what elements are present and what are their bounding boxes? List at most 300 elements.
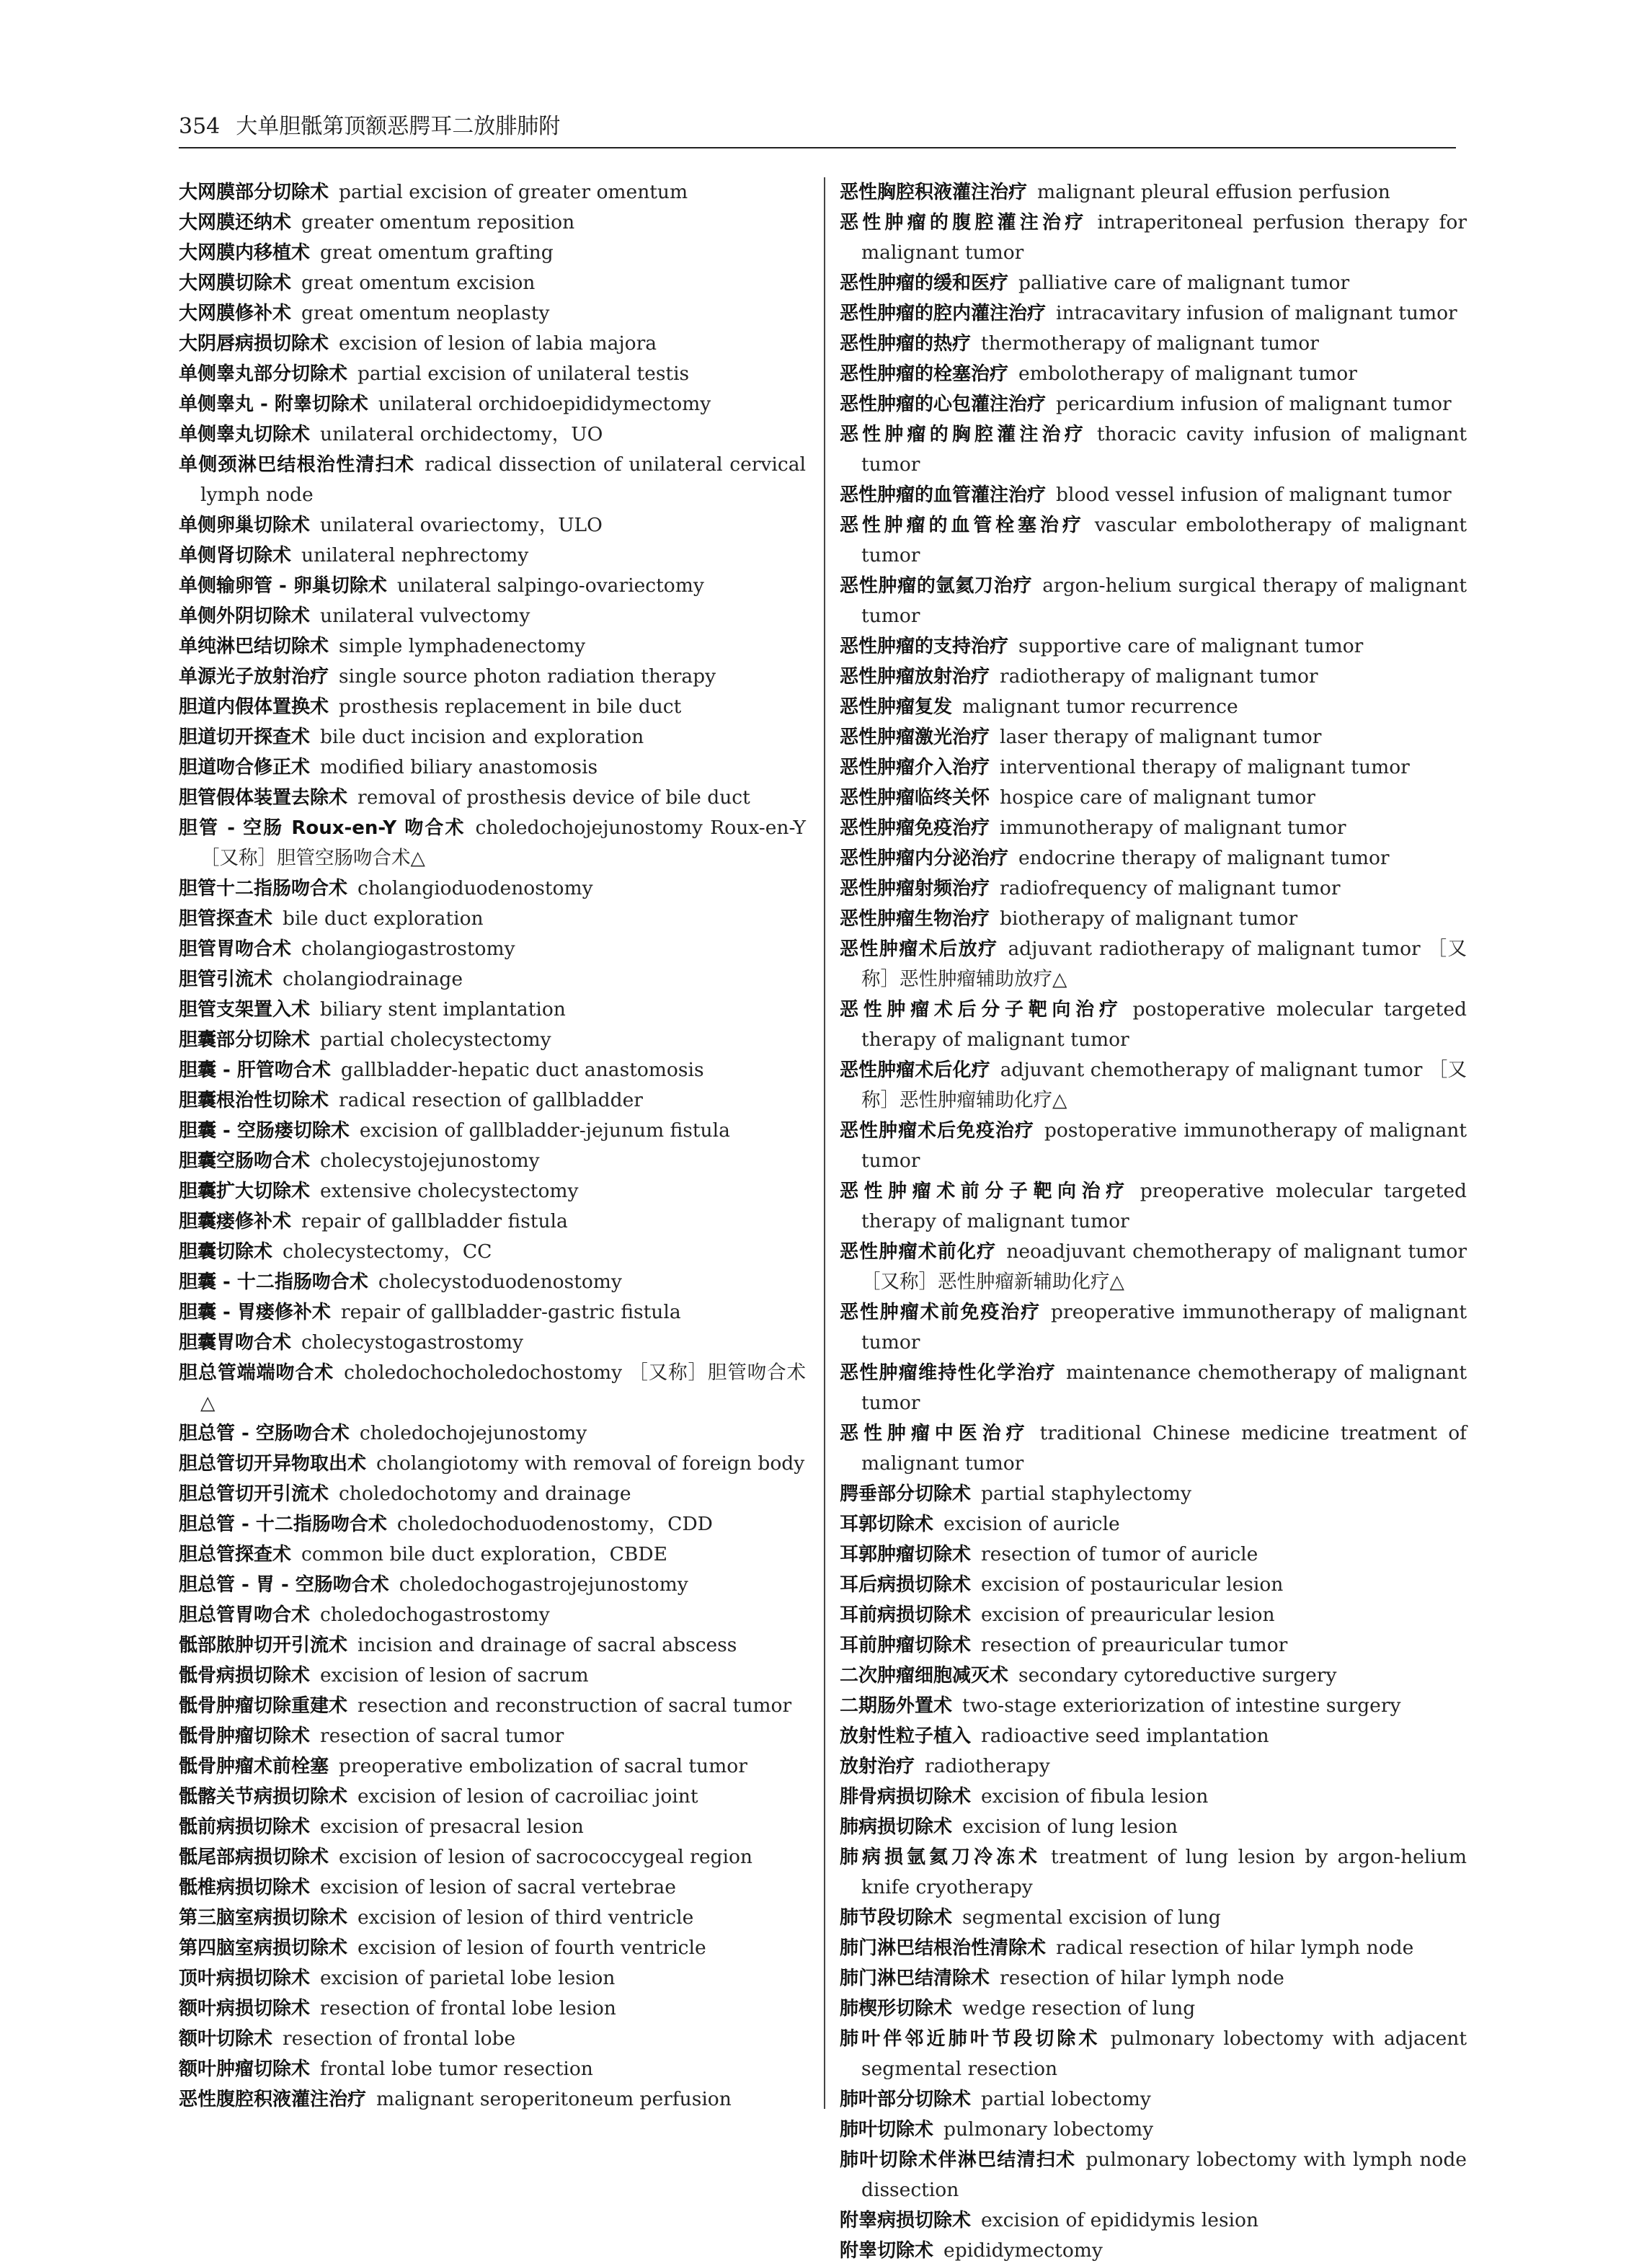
term-english: cholecystogastrostomy [301, 1331, 523, 1354]
term-chinese: 肺病损切除术 [840, 1816, 953, 1838]
term-english: gallbladder-hepatic duct anastomosis [340, 1059, 704, 1081]
term-english: choledochojejunostomy Roux-en-Y ［又称］胆管空肠吻合术△ [200, 817, 806, 869]
term-chinese: 胆囊瘘修补术 [179, 1211, 292, 1232]
term-chinese: 额叶病损切除术 [179, 1998, 311, 2020]
glossary-entry [840, 1630, 1467, 1661]
glossary-entry [840, 1721, 1467, 1751]
term-english: resection of hilar lymph node [1000, 1967, 1284, 1989]
term-english: resection of tumor of auricle [981, 1543, 1258, 1565]
term-chinese: 肺叶切除术 [840, 2119, 934, 2141]
term-chinese: 恶性肿瘤的热疗 [840, 333, 972, 355]
term-english: preoperative immunotherapy of malignant tumor [861, 1301, 1467, 1354]
glossary-entry [840, 268, 1467, 298]
glossary-entry [179, 1449, 806, 1479]
term-chinese: 胆总管探查术 [179, 1544, 292, 1565]
glossary-entry [179, 1479, 806, 1509]
term-chinese: 胆管探查术 [179, 908, 273, 930]
term-english: choledochojejunostomy [359, 1422, 587, 1444]
glossary-entry [840, 1176, 1467, 1237]
term-english: palliative care of malignant tumor [1018, 272, 1350, 294]
glossary-entry [179, 2084, 806, 2115]
glossary-entry [179, 389, 806, 419]
glossary-entry [179, 1933, 806, 1963]
term-chinese: 耳郭肿瘤切除术 [840, 1544, 972, 1565]
term-chinese: 胆囊部分切除术 [179, 1029, 311, 1051]
term-english: partial lobectomy [981, 2088, 1151, 2110]
term-english: argon-helium surgical therapy of malignant tumor [861, 574, 1467, 627]
glossary-entry [840, 1782, 1467, 1812]
term-english: vascular embolotherapy of malignant tumor [861, 514, 1467, 566]
glossary-entry [179, 208, 806, 238]
term-english: preoperative molecular targeted therapy of malignant tumor [861, 1180, 1467, 1232]
term-english: radiofrequency of malignant tumor [1000, 877, 1341, 899]
glossary-entry [179, 1207, 806, 1237]
glossary-entry [840, 722, 1467, 752]
term-english: unilateral vulvectomy [320, 605, 530, 627]
glossary-entry [179, 1176, 806, 1207]
term-english: repair of gallbladder fistula [301, 1210, 568, 1232]
term-english: choledochocholedochostomy ［又称］胆管吻合术△ [200, 1361, 806, 1414]
glossary-entry [179, 1055, 806, 1085]
term-english: incision and drainage of sacral abscess [358, 1634, 737, 1656]
term-english: immunotherapy of malignant tumor [1000, 817, 1346, 839]
term-chinese: 胆囊 - 胃瘘修补术 [179, 1302, 331, 1323]
glossary-entry [840, 752, 1467, 783]
term-english: resection of preauricular tumor [981, 1634, 1288, 1656]
glossary-entry [840, 2084, 1467, 2115]
term-chinese: 胆管引流术 [179, 969, 273, 990]
glossary-entry [179, 268, 806, 298]
term-english: cholangiodrainage [283, 968, 463, 990]
term-chinese: 肺叶切除术伴淋巴结清扫术 [840, 2149, 1076, 2171]
term-chinese: 胆管十二指肠吻合术 [179, 878, 348, 899]
glossary-entry [840, 813, 1467, 843]
term-chinese: 胆总管 - 胃 - 空肠吻合术 [179, 1574, 389, 1596]
term-english: extensive cholecystectomy [320, 1180, 579, 1202]
glossary-entry [179, 1963, 806, 1994]
glossary-entry [179, 692, 806, 722]
term-english: postoperative immunotherapy of malignant tumor [861, 1119, 1467, 1172]
glossary-entry [179, 1539, 806, 1570]
term-english: cholangioduodenostomy [358, 877, 593, 899]
term-chinese: 胆囊空肠吻合术 [179, 1150, 311, 1172]
glossary-entry [840, 783, 1467, 813]
term-chinese: 耳前病损切除术 [840, 1604, 972, 1626]
term-english: excision of epididymis lesion [981, 2209, 1259, 2231]
term-chinese: 骶骨病损切除术 [179, 1665, 311, 1687]
term-chinese: 恶性肿瘤的栓塞治疗 [840, 363, 1009, 385]
term-chinese: 恶性肿瘤术前化疗 [840, 1241, 997, 1263]
term-chinese: 大网膜切除术 [179, 272, 292, 294]
term-chinese: 腭垂部分切除术 [840, 1483, 972, 1505]
term-english: unilateral orchidectomy，UO [320, 423, 603, 445]
term-chinese: 胆总管切开异物取出术 [179, 1453, 367, 1475]
glossary-entry [840, 2115, 1467, 2145]
page-number: 354 [179, 114, 221, 139]
term-chinese: 胆总管切开引流术 [179, 1483, 329, 1505]
term-chinese: 胆囊根治性切除术 [179, 1090, 329, 1111]
term-english: biotherapy of malignant tumor [1000, 907, 1298, 930]
term-english: supportive care of malignant tumor [1018, 635, 1364, 657]
term-chinese: 胆总管胃吻合术 [179, 1604, 311, 1626]
glossary-entry [840, 1994, 1467, 2024]
term-english: preoperative embolization of sacral tumor [339, 1755, 747, 1777]
term-english: endocrine therapy of malignant tumor [1018, 847, 1390, 869]
term-english: excision of lesion of fourth ventricle [358, 1937, 706, 1959]
term-chinese: 胆道切开探查术 [179, 727, 311, 748]
term-chinese: 恶性肿瘤激光治疗 [840, 727, 990, 748]
term-english: excision of lung lesion [962, 1816, 1178, 1838]
term-chinese: 恶性肿瘤的腔内灌注治疗 [840, 303, 1047, 324]
glossary-entry [179, 631, 806, 662]
term-english: prosthesis replacement in bile duct [339, 696, 682, 718]
glossary-entry [179, 995, 806, 1025]
glossary-entry [179, 904, 806, 934]
term-chinese: 放射治疗 [840, 1756, 915, 1777]
glossary-entry [840, 1539, 1467, 1570]
term-english: bile duct exploration [283, 907, 484, 930]
term-english: radical resection of gallbladder [339, 1089, 643, 1111]
term-chinese: 单侧睾丸切除术 [179, 424, 311, 445]
term-chinese: 额叶肿瘤切除术 [179, 2058, 311, 2080]
term-english: excision of gallbladder-jejunum fistula [359, 1119, 730, 1142]
term-english: unilateral ovariectomy，ULO [320, 514, 603, 536]
term-english: great omentum neoplasty [301, 302, 550, 324]
term-chinese: 胆总管 - 空肠吻合术 [179, 1423, 350, 1444]
term-english: two-stage exteriorization of intestine surgery [962, 1694, 1401, 1717]
glossary-entry [179, 662, 806, 692]
term-english: radiotherapy [925, 1755, 1050, 1777]
glossary-entry [179, 813, 806, 874]
glossary-entry [179, 419, 806, 450]
term-chinese: 附睾病损切除术 [840, 2210, 972, 2231]
term-english: adjuvant radiotherapy of malignant tumor ［又称］恶性肿瘤辅助放疗△ [861, 938, 1467, 990]
running-header [179, 107, 1456, 147]
glossary-entry [840, 1418, 1467, 1479]
term-chinese: 肺楔形切除术 [840, 1998, 953, 2020]
glossary-entry [179, 1418, 806, 1449]
term-english: excision of lesion of cacroiliac joint [358, 1785, 698, 1808]
glossary-entry [840, 1691, 1467, 1721]
glossary-entry [840, 2145, 1467, 2205]
term-english: interventional therapy of malignant tumor [1000, 756, 1410, 778]
term-english: cholangiotomy with removal of foreign body [376, 1452, 805, 1475]
term-chinese: 恶性肿瘤术后化疗 [840, 1059, 990, 1081]
term-english: blood vessel infusion of malignant tumor [1056, 484, 1452, 506]
term-chinese: 腓骨病损切除术 [840, 1786, 972, 1808]
glossary-entry [179, 541, 806, 571]
term-chinese: 胆囊 - 肝管吻合术 [179, 1059, 331, 1081]
term-chinese: 肺叶伴邻近肺叶节段切除术 [840, 2028, 1101, 2050]
term-chinese: 耳郭切除术 [840, 1514, 934, 1535]
term-english: excision of preauricular lesion [981, 1604, 1275, 1626]
term-chinese: 恶性肿瘤的支持治疗 [840, 636, 1009, 657]
term-chinese: 恶性肿瘤的胸腔灌注治疗 [840, 424, 1087, 445]
glossary-entry [179, 1994, 806, 2024]
term-chinese: 胆总管端端吻合术 [179, 1362, 334, 1384]
term-chinese: 单源光子放射治疗 [179, 666, 329, 688]
term-english: excision of parietal lobe lesion [320, 1967, 616, 1989]
glossary-entry [179, 874, 806, 904]
glossary-entry [179, 1267, 806, 1297]
glossary-entry [840, 419, 1467, 480]
glossary-entry [840, 934, 1467, 995]
term-english: cholecystectomy，CC [283, 1240, 492, 1263]
term-english: simple lymphadenectomy [339, 635, 586, 657]
glossary-entry [840, 329, 1467, 359]
term-chinese: 大阴唇病损切除术 [179, 333, 329, 355]
term-english: unilateral orchidoepididymectomy [378, 393, 711, 415]
term-chinese: 二次肿瘤细胞减灭术 [840, 1665, 1009, 1687]
term-chinese: 单侧输卵管 - 卵巢切除术 [179, 575, 387, 597]
term-chinese: 肺病损氩氦刀冷冻术 [840, 1847, 1042, 1868]
term-chinese: 恶性肿瘤术前分子靶向治疗 [840, 1181, 1130, 1202]
term-english: hospice care of malignant tumor [1000, 786, 1315, 809]
glossary-entry [840, 571, 1467, 631]
glossary-entry [840, 1055, 1467, 1116]
glossary-entry [840, 1479, 1467, 1509]
glossary-entry [179, 1328, 806, 1358]
glossary-entry [840, 1600, 1467, 1630]
glossary-entry [840, 1509, 1467, 1539]
glossary-entry [179, 450, 806, 510]
term-chinese: 胆管支架置入术 [179, 999, 311, 1021]
glossary-entry [840, 2205, 1467, 2236]
term-english: thermotherapy of malignant tumor [981, 332, 1319, 355]
header-title: 大单胆骶第顶额恶腭耳二放腓肺附 [236, 114, 561, 139]
term-chinese: 骶部脓肿切开引流术 [179, 1635, 348, 1656]
glossary-entry [179, 238, 806, 268]
glossary-entry [840, 208, 1467, 268]
glossary-entry [840, 1963, 1467, 1994]
glossary-entry [179, 1691, 806, 1721]
glossary-entry [179, 1600, 806, 1630]
term-chinese: 单纯淋巴结切除术 [179, 636, 329, 657]
glossary-entry [179, 298, 806, 329]
term-chinese: 胆囊 - 空肠瘘切除术 [179, 1120, 350, 1142]
glossary-entry [840, 1933, 1467, 1963]
term-chinese: 骶骨肿瘤术前栓塞 [179, 1756, 329, 1777]
term-english: adjuvant chemotherapy of malignant tumor ［又称］恶性肿瘤辅助化疗△ [861, 1059, 1467, 1111]
glossary-entry [179, 329, 806, 359]
glossary-entry [179, 1842, 806, 1872]
glossary-entry [840, 359, 1467, 389]
term-english: greater omentum reposition [301, 211, 575, 234]
term-chinese: 骶髂关节病损切除术 [179, 1786, 348, 1808]
term-english: segmental excision of lung [962, 1906, 1221, 1929]
glossary-entry [179, 1872, 806, 1903]
term-english: neoadjuvant chemotherapy of malignant tumor ［又称］恶性肿瘤新辅助化疗△ [861, 1240, 1467, 1293]
glossary-entry [840, 1237, 1467, 1297]
glossary-entry [179, 1570, 806, 1600]
glossary-entry [179, 1721, 806, 1751]
term-english: intracavitary infusion of malignant tumor [1056, 302, 1457, 324]
glossary-entry [179, 783, 806, 813]
term-chinese: 胆管假体装置去除术 [179, 787, 348, 809]
glossary-entry [840, 480, 1467, 510]
term-chinese: 大网膜部分切除术 [179, 182, 329, 203]
term-english: excision of lesion of sacral vertebrae [320, 1876, 676, 1898]
glossary-entry [179, 1751, 806, 1782]
term-english: choledochogastrostomy [320, 1604, 550, 1626]
glossary-entry [179, 1146, 806, 1176]
term-english: radical resection of hilar lymph node [1056, 1937, 1414, 1959]
term-chinese: 单侧睾丸部分切除术 [179, 363, 348, 385]
term-chinese: 恶性肿瘤维持性化学治疗 [840, 1362, 1056, 1384]
term-chinese: 恶性肿瘤免疫治疗 [840, 817, 990, 839]
term-english: modified biliary anastomosis [320, 756, 598, 778]
glossary-entry [840, 874, 1467, 904]
term-english: excision of auricle [943, 1513, 1120, 1535]
glossary-entry [840, 692, 1467, 722]
term-english: radioactive seed implantation [981, 1725, 1269, 1747]
glossary-entry [840, 2236, 1467, 2266]
term-chinese: 胆囊扩大切除术 [179, 1181, 311, 1202]
term-chinese: 恶性肿瘤术后放疗 [840, 938, 998, 960]
term-english: resection of frontal lobe [283, 2027, 516, 2050]
glossary-entry [179, 1630, 806, 1661]
term-english: pulmonary lobectomy [943, 2118, 1154, 2141]
term-english: pericardium infusion of malignant tumor [1056, 393, 1452, 415]
glossary-entry [840, 1570, 1467, 1600]
term-chinese: 胆囊 - 十二指肠吻合术 [179, 1271, 368, 1293]
term-english: single source photon radiation therapy [339, 665, 716, 688]
term-chinese: 骶骨肿瘤切除重建术 [179, 1695, 348, 1717]
term-english: epididymectomy [943, 2239, 1103, 2262]
term-chinese: 恶性肿瘤生物治疗 [840, 908, 990, 930]
term-english: choledochotomy and drainage [339, 1483, 631, 1505]
term-english: pulmonary lobectomy with lymph node dissection [861, 2149, 1467, 2201]
term-chinese: 放射性粒子植入 [840, 1725, 972, 1747]
term-english: thoracic cavity infusion of malignant tumor [861, 423, 1467, 476]
glossary-entry [179, 1509, 806, 1539]
term-chinese: 二期肠外置术 [840, 1695, 953, 1717]
right-column [840, 177, 1467, 2266]
glossary-entry [179, 1903, 806, 1933]
term-chinese: 附睾切除术 [840, 2240, 934, 2262]
term-english: bile duct incision and exploration [320, 726, 644, 748]
glossary-entry [840, 177, 1467, 208]
glossary-entry [179, 1782, 806, 1812]
term-chinese: 恶性腹腔积液灌注治疗 [179, 2089, 367, 2110]
glossary-entry [179, 601, 806, 631]
glossary-entry [840, 510, 1467, 571]
term-english: excision of presacral lesion [320, 1816, 584, 1838]
glossary-entry [840, 2024, 1467, 2084]
glossary-entry [179, 722, 806, 752]
column-divider [824, 177, 825, 2109]
glossary-entry [840, 904, 1467, 934]
term-english: postoperative molecular targeted therapy of malignant tumor [861, 998, 1467, 1051]
term-english: removal of prosthesis device of bile duct [358, 786, 750, 809]
glossary-entry [840, 1842, 1467, 1903]
glossary-entry [840, 631, 1467, 662]
term-english: choledochoduodenostomy，CDD [396, 1513, 713, 1535]
term-chinese: 胆总管 - 十二指肠吻合术 [179, 1514, 387, 1535]
term-chinese: 恶性肿瘤射频治疗 [840, 878, 990, 899]
glossary-entry [179, 934, 806, 964]
glossary-entry [179, 1025, 806, 1055]
term-chinese: 恶性肿瘤的腹腔灌注治疗 [840, 212, 1088, 234]
glossary-entry [179, 1116, 806, 1146]
term-chinese: 恶性肿瘤中医治疗 [840, 1423, 1030, 1444]
term-chinese: 恶性肿瘤介入治疗 [840, 757, 990, 778]
term-chinese: 胆管 - 空肠 Roux-en-Y 吻合术 [179, 817, 466, 839]
term-english: wedge resection of lung [962, 1997, 1196, 2020]
term-english: treatment of lung lesion by argon-helium knife cryotherapy [861, 1846, 1467, 1898]
term-english: repair of gallbladder-gastric fistula [340, 1301, 681, 1323]
term-english: cholecystojejunostomy [320, 1150, 540, 1172]
term-chinese: 单侧睾丸 - 附睾切除术 [179, 394, 368, 415]
term-english: malignant seroperitoneum perfusion [376, 2088, 732, 2110]
glossary-entry [179, 1297, 806, 1328]
glossary-entry [179, 2024, 806, 2054]
term-english: cholangiogastrostomy [301, 938, 515, 960]
glossary-entry [840, 1661, 1467, 1691]
term-english: maintenance chemotherapy of malignant tumor [861, 1361, 1467, 1414]
term-english: unilateral salpingo-ovariectomy [396, 574, 704, 597]
term-english: resection and reconstruction of sacral tumor [358, 1694, 792, 1717]
glossary-entry [179, 1237, 806, 1267]
glossary-entry [179, 1812, 806, 1842]
term-english: excision of postauricular lesion [981, 1573, 1284, 1596]
term-chinese: 恶性肿瘤术前免疫治疗 [840, 1302, 1042, 1323]
glossary-entry [179, 571, 806, 601]
term-english: excision of lesion of third ventricle [358, 1906, 694, 1929]
term-english: unilateral nephrectomy [301, 544, 529, 566]
term-english: radical dissection of unilateral cervical lymph node [200, 453, 806, 506]
term-chinese: 恶性肿瘤放射治疗 [840, 666, 990, 688]
term-chinese: 骶椎病损切除术 [179, 1877, 311, 1898]
glossary-entry [840, 1903, 1467, 1933]
term-chinese: 肺门淋巴结根治性清除术 [840, 1937, 1047, 1959]
term-chinese: 恶性肿瘤临终关怀 [840, 787, 990, 809]
glossary-entry [840, 843, 1467, 874]
term-chinese: 单侧卵巢切除术 [179, 515, 311, 536]
glossary-entry [840, 1297, 1467, 1358]
term-english: great omentum grafting [320, 241, 554, 264]
term-chinese: 耳后病损切除术 [840, 1574, 972, 1596]
term-english: intraperitoneal perfusion therapy for malignant tumor [861, 211, 1467, 264]
term-chinese: 顶叶病损切除术 [179, 1968, 311, 1989]
term-chinese: 单侧外阴切除术 [179, 605, 311, 627]
term-chinese: 恶性肿瘤术后免疫治疗 [840, 1120, 1034, 1142]
glossary-entry [840, 389, 1467, 419]
term-chinese: 骶骨肿瘤切除术 [179, 1725, 311, 1747]
term-english: partial staphylectomy [981, 1483, 1192, 1505]
glossary-entry [840, 662, 1467, 692]
term-english: choledochogastrojejunostomy [399, 1573, 688, 1596]
glossary-entry [840, 1812, 1467, 1842]
term-english: partial excision of unilateral testis [358, 363, 690, 385]
glossary-entry [840, 1116, 1467, 1176]
term-english: malignant tumor recurrence [962, 696, 1238, 718]
term-chinese: 大网膜内移植术 [179, 242, 311, 264]
glossary-entry [179, 1358, 806, 1418]
term-chinese: 肺门淋巴结清除术 [840, 1968, 990, 1989]
term-chinese: 骶前病损切除术 [179, 1816, 311, 1838]
term-english: secondary cytoreductive surgery [1018, 1664, 1337, 1687]
term-english: resection of sacral tumor [320, 1725, 564, 1747]
term-english: radiotherapy of malignant tumor [1000, 665, 1318, 688]
term-english: malignant pleural effusion perfusion [1037, 181, 1390, 203]
glossary-entry [179, 964, 806, 995]
term-chinese: 骶尾部病损切除术 [179, 1847, 329, 1868]
term-chinese: 额叶切除术 [179, 2028, 273, 2050]
term-english: excision of lesion of sacrococcygeal region [339, 1846, 752, 1868]
term-english: biliary stent implantation [320, 998, 566, 1021]
glossary-entry [179, 1085, 806, 1116]
